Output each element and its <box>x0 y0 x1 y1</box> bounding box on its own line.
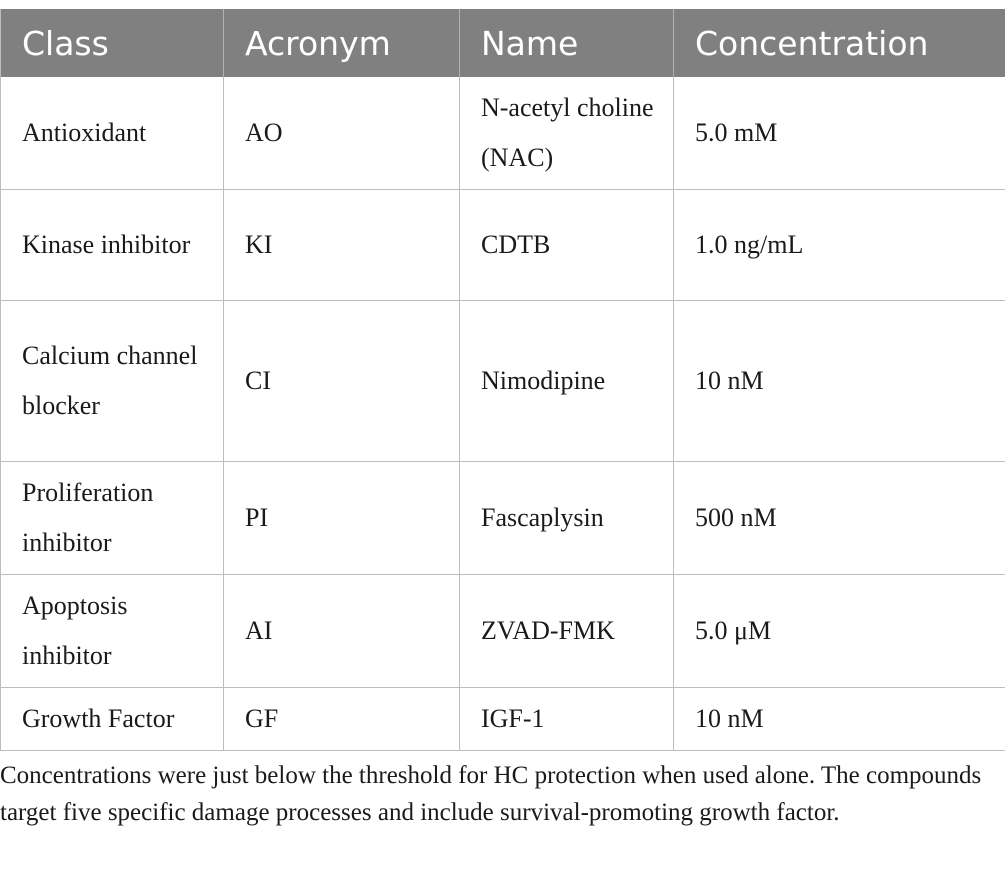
cell-acronym: AO <box>224 77 460 190</box>
cell-acronym: GF <box>224 688 460 751</box>
header-name: Name <box>460 9 674 77</box>
table-header-row <box>1 9 1005 77</box>
cell-class: Calcium channel blocker <box>1 301 224 462</box>
cell-class: Antioxidant <box>1 77 224 190</box>
cell-name: IGF-1 <box>460 688 674 751</box>
cell-name: Nimodipine <box>460 301 674 462</box>
cell-name: Fascaplysin <box>460 462 674 575</box>
cell-name: CDTB <box>460 190 674 301</box>
cell-concentration: 500 nM <box>674 462 1005 575</box>
header-acronym: Acronym <box>224 9 460 77</box>
cell-concentration: 10 nM <box>674 688 1005 751</box>
table-row <box>1 688 1005 751</box>
table-row <box>1 462 1005 575</box>
cell-concentration: 5.0 mM <box>674 77 1005 190</box>
cell-class: Proliferation inhibitor <box>1 462 224 575</box>
table-row <box>1 301 1005 462</box>
cell-class: Apoptosis inhibitor <box>1 575 224 688</box>
cell-concentration: 5.0 μM <box>674 575 1005 688</box>
cell-concentration: 10 nM <box>674 301 1005 462</box>
header-concentration: Concentration <box>674 9 1005 77</box>
table-row <box>1 190 1005 301</box>
cell-acronym: KI <box>224 190 460 301</box>
header-class: Class <box>1 9 224 77</box>
compound-table-container <box>0 9 1005 751</box>
cell-acronym: PI <box>224 462 460 575</box>
cell-acronym: AI <box>224 575 460 688</box>
cell-name: N-acetyl choline (NAC) <box>460 77 674 190</box>
table-row <box>1 575 1005 688</box>
cell-name: ZVAD-FMK <box>460 575 674 688</box>
table-caption: Concentrations were just below the threshold for HC protection when used alone. The compounds target five specific damage processes and include survival-promoting growth factor. <box>0 762 982 826</box>
table-row <box>1 77 1005 190</box>
cell-class: Growth Factor <box>1 688 224 751</box>
cell-concentration: 1.0 ng/mL <box>674 190 1005 301</box>
cell-acronym: CI <box>224 301 460 462</box>
compound-table <box>0 9 1005 751</box>
cell-class: Kinase inhibitor <box>1 190 224 301</box>
